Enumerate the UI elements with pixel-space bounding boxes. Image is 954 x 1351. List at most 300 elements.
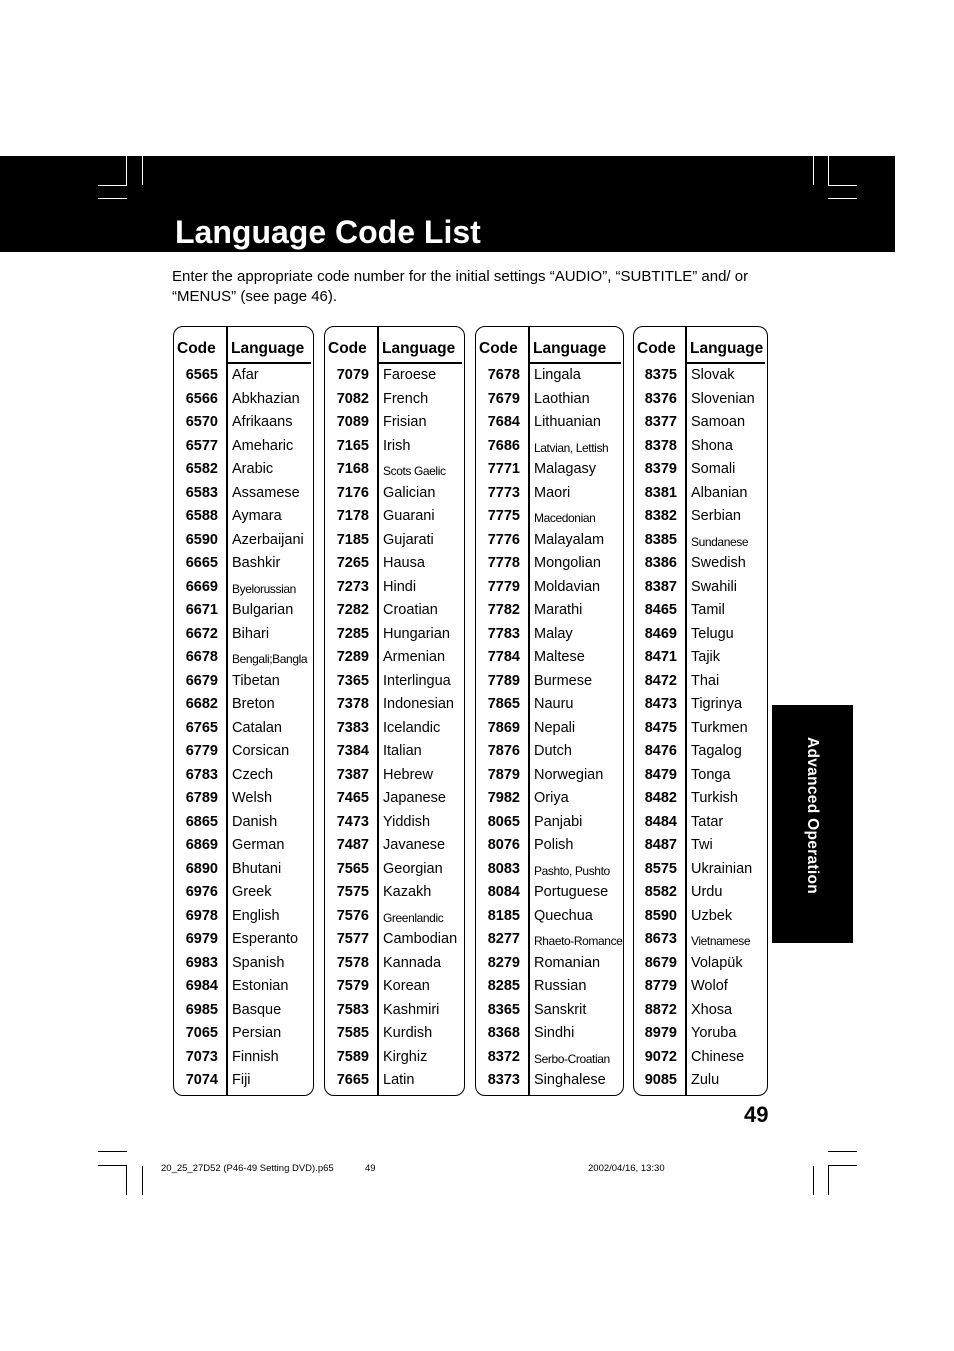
language-code: 9085 xyxy=(644,1072,677,1088)
language-header: Language xyxy=(382,340,456,357)
language-name: Basque xyxy=(232,1001,282,1018)
crop-mark xyxy=(98,185,127,186)
language-name: Burmese xyxy=(534,672,593,689)
code-header: Code xyxy=(328,340,367,357)
language-code: 7678 xyxy=(487,367,520,383)
language-name: Kannada xyxy=(383,954,442,971)
language-name: Romanian xyxy=(534,954,601,971)
language-name: Greenlandic xyxy=(383,910,444,925)
language-code: 7782 xyxy=(487,602,520,618)
table-body xyxy=(325,363,464,1092)
language-code: 7876 xyxy=(487,743,520,759)
crop-mark xyxy=(828,156,829,185)
table-row xyxy=(476,951,623,975)
table-row xyxy=(174,763,313,787)
table-row xyxy=(174,481,313,505)
language-code: 8084 xyxy=(487,884,520,900)
table-row xyxy=(476,551,623,575)
table-row xyxy=(325,481,464,505)
table-row xyxy=(476,880,623,904)
language-code: 9072 xyxy=(644,1048,677,1065)
table-row xyxy=(174,410,313,434)
language-name: Wolof xyxy=(691,978,728,994)
language-code: 7775 xyxy=(487,508,520,524)
language-code: 7879 xyxy=(487,766,520,783)
language-code: 6669 xyxy=(185,578,218,595)
language-code: 8372 xyxy=(487,1048,520,1065)
language-code: 7265 xyxy=(336,555,369,571)
language-code: 8469 xyxy=(644,625,677,642)
table-row xyxy=(325,998,464,1022)
table-row xyxy=(325,786,464,810)
code-table xyxy=(475,326,624,1096)
language-name: Quechua xyxy=(534,907,593,924)
language-code: 8285 xyxy=(487,978,520,994)
language-code: 8377 xyxy=(644,414,677,430)
table-row xyxy=(325,927,464,951)
language-name: Maltese xyxy=(534,649,585,665)
language-code: 6783 xyxy=(185,766,218,783)
language-name: Catalan xyxy=(232,719,282,736)
table-row xyxy=(325,434,464,458)
language-name: Dutch xyxy=(534,743,572,759)
language-name: Bashkir xyxy=(232,555,281,571)
table-row xyxy=(174,833,313,857)
language-name: Turkmen xyxy=(691,719,748,736)
language-code: 8076 xyxy=(487,837,520,853)
table-row xyxy=(634,833,767,857)
language-name: Lithuanian xyxy=(534,414,601,430)
table-row xyxy=(325,669,464,693)
table-row xyxy=(476,504,623,528)
language-name: Danish xyxy=(232,813,278,830)
table-row xyxy=(476,716,623,740)
table-row xyxy=(634,739,767,763)
language-name: Serbian xyxy=(691,508,741,524)
table-row xyxy=(174,810,313,834)
table-row xyxy=(174,622,313,646)
table-row xyxy=(476,645,623,669)
language-code: 7577 xyxy=(336,931,369,947)
language-code: 7684 xyxy=(487,414,520,430)
table-row xyxy=(634,434,767,458)
crop-mark xyxy=(98,1151,127,1152)
table-row xyxy=(634,810,767,834)
language-name: Tigrinya xyxy=(691,696,743,712)
table-row xyxy=(174,528,313,552)
language-code: 7185 xyxy=(336,531,369,548)
language-name: Fiji xyxy=(232,1072,251,1088)
language-name: Korean xyxy=(383,978,430,994)
table-row xyxy=(476,1045,623,1069)
language-code: 7589 xyxy=(336,1048,369,1065)
table-row xyxy=(174,504,313,528)
table-row xyxy=(476,1021,623,1045)
language-name: Afar xyxy=(232,367,259,383)
crop-mark xyxy=(828,1166,829,1195)
language-name: Pashto, Pushto xyxy=(534,863,610,878)
language-name: German xyxy=(232,837,285,853)
language-code: 8484 xyxy=(644,813,677,830)
table-row xyxy=(325,904,464,928)
language-name: Kurdish xyxy=(383,1025,433,1041)
crop-mark xyxy=(813,156,814,185)
language-name: Malay xyxy=(534,625,573,642)
table-row xyxy=(634,904,767,928)
language-code: 7285 xyxy=(336,625,369,642)
table-row xyxy=(476,1068,623,1092)
language-name: Slovak xyxy=(691,367,735,383)
table-row xyxy=(476,410,623,434)
language-name: Thai xyxy=(691,672,720,689)
language-code: 6983 xyxy=(185,954,218,971)
language-name: Tajik xyxy=(691,649,721,665)
language-code: 8376 xyxy=(644,390,677,407)
table-row xyxy=(325,504,464,528)
crop-mark xyxy=(828,198,857,199)
table-row xyxy=(174,998,313,1022)
language-name: Tagalog xyxy=(691,743,742,759)
code-table xyxy=(633,326,768,1096)
language-name: Sanskrit xyxy=(534,1001,587,1018)
language-name: Rhaeto-Romance xyxy=(534,934,623,948)
crop-mark xyxy=(98,1165,127,1166)
table-row xyxy=(174,387,313,411)
language-code: 6671 xyxy=(185,602,218,618)
table-row xyxy=(476,763,623,787)
table-body xyxy=(174,363,313,1092)
language-name: Shona xyxy=(691,437,733,454)
language-name: Malayalam xyxy=(534,531,605,548)
language-name: Interlingua xyxy=(383,672,451,689)
side-tab-label: Advanced Operation xyxy=(804,737,821,894)
table-row xyxy=(634,551,767,575)
code-table xyxy=(324,326,465,1096)
table-row xyxy=(325,880,464,904)
table-row xyxy=(476,669,623,693)
intro-text: Enter the appropriate code number for the initial settings “AUDIO”, “SUBTITLE” and/ or “MENUS” (see page 46). xyxy=(172,268,749,305)
table-row xyxy=(325,951,464,975)
table-row xyxy=(476,434,623,458)
table-row xyxy=(174,739,313,763)
language-name: Ukrainian xyxy=(691,860,753,877)
language-name: Byelorussian xyxy=(232,581,296,596)
table-row xyxy=(476,481,623,505)
language-name: Scots Gaelic xyxy=(383,464,446,478)
language-code: 7776 xyxy=(487,531,520,548)
language-name: Estonian xyxy=(232,978,289,994)
table-row xyxy=(325,763,464,787)
crop-mark xyxy=(142,156,143,185)
table-row xyxy=(476,598,623,622)
table-row xyxy=(476,998,623,1022)
table-row xyxy=(174,974,313,998)
table-row xyxy=(174,786,313,810)
language-code: 7487 xyxy=(336,837,369,853)
language-name: Mongolian xyxy=(534,555,601,571)
language-name: Portuguese xyxy=(534,884,609,900)
language-code: 8465 xyxy=(644,602,677,618)
table-row xyxy=(325,598,464,622)
language-name: Uzbek xyxy=(691,907,733,924)
language-code: 7273 xyxy=(336,578,369,595)
language-code: 7665 xyxy=(336,1072,369,1088)
language-name: Latin xyxy=(383,1072,415,1088)
table-row xyxy=(476,528,623,552)
table-row xyxy=(325,410,464,434)
language-code: 7089 xyxy=(336,414,369,430)
language-name: Czech xyxy=(232,766,274,783)
language-code: 8373 xyxy=(487,1072,520,1088)
language-code: 8479 xyxy=(644,766,677,783)
table-row xyxy=(634,410,767,434)
table-row xyxy=(634,974,767,998)
table-row xyxy=(325,857,464,881)
language-name: Twi xyxy=(691,837,713,853)
table-row xyxy=(174,575,313,599)
language-code: 7082 xyxy=(336,390,369,407)
language-code: 7686 xyxy=(487,437,520,454)
language-code: 8386 xyxy=(644,555,677,571)
language-name: Arabic xyxy=(232,461,274,477)
table-row xyxy=(174,645,313,669)
language-name: Marathi xyxy=(534,602,583,618)
language-name: Albanian xyxy=(691,484,748,501)
language-code: 7473 xyxy=(336,813,369,830)
language-name: French xyxy=(383,390,429,407)
table-row xyxy=(174,434,313,458)
table-row xyxy=(476,692,623,716)
language-code: 7378 xyxy=(336,696,369,712)
table-row xyxy=(325,528,464,552)
crop-mark xyxy=(828,1151,857,1152)
language-code: 6570 xyxy=(185,414,218,430)
language-name: Afrikaans xyxy=(232,414,293,430)
table-row xyxy=(325,575,464,599)
language-code: 8673 xyxy=(644,931,677,947)
table-row xyxy=(174,904,313,928)
language-code: 6665 xyxy=(185,555,218,571)
language-code: 6789 xyxy=(185,790,218,806)
language-code: 7079 xyxy=(336,367,369,383)
table-row xyxy=(174,598,313,622)
table-row xyxy=(476,387,623,411)
language-code: 8679 xyxy=(644,954,677,971)
language-name: Laothian xyxy=(534,390,590,407)
crop-mark xyxy=(126,156,127,185)
table-row xyxy=(634,528,767,552)
language-code: 7073 xyxy=(185,1048,218,1065)
table-row xyxy=(476,810,623,834)
language-code: 8382 xyxy=(644,508,677,524)
language-code: 8575 xyxy=(644,860,677,877)
language-name: Moldavian xyxy=(534,578,601,595)
table-row xyxy=(634,880,767,904)
table-row xyxy=(174,1045,313,1069)
page-number: 49 xyxy=(744,1102,769,1127)
table-row xyxy=(174,880,313,904)
language-name: Cambodian xyxy=(383,931,458,947)
language-name: Hungarian xyxy=(383,625,450,642)
language-code: 7165 xyxy=(336,437,369,454)
language-name: Samoan xyxy=(691,414,746,430)
language-name: Macedonian xyxy=(534,511,596,525)
table-row xyxy=(634,786,767,810)
table-row xyxy=(476,904,623,928)
language-name: Singhalese xyxy=(534,1072,606,1088)
language-name: Ameharic xyxy=(232,437,294,454)
table-row xyxy=(634,716,767,740)
language-name: English xyxy=(232,907,280,924)
table-row xyxy=(634,481,767,505)
language-name: Georgian xyxy=(383,860,443,877)
table-row xyxy=(174,1068,313,1092)
table-row xyxy=(634,692,767,716)
language-code: 7176 xyxy=(336,484,369,501)
language-name: Zulu xyxy=(691,1072,720,1088)
crop-mark xyxy=(98,198,127,199)
language-name: Kazakh xyxy=(383,884,432,900)
table-row xyxy=(476,786,623,810)
language-header: Language xyxy=(690,340,764,357)
language-code: 7178 xyxy=(336,508,369,524)
language-code: 6890 xyxy=(185,860,218,877)
table-row xyxy=(476,739,623,763)
language-code: 6577 xyxy=(185,437,218,454)
language-code: 8279 xyxy=(487,954,520,971)
table-row xyxy=(325,622,464,646)
crop-mark xyxy=(828,1165,857,1166)
table-row xyxy=(325,551,464,575)
language-code: 8083 xyxy=(487,860,520,877)
table-row xyxy=(634,857,767,881)
language-name: Xhosa xyxy=(691,1001,733,1018)
language-name: Nepali xyxy=(534,719,576,736)
language-name: Lingala xyxy=(534,367,581,383)
language-code: 7565 xyxy=(336,860,369,877)
language-name: Greek xyxy=(232,884,272,900)
language-code: 7583 xyxy=(336,1001,369,1018)
table-row xyxy=(174,363,313,387)
language-name: Japanese xyxy=(383,790,446,806)
table-row xyxy=(634,669,767,693)
table-row xyxy=(325,810,464,834)
language-code: 6588 xyxy=(185,508,218,524)
table-row xyxy=(634,1045,767,1069)
language-code: 8375 xyxy=(644,367,677,383)
language-code: 7784 xyxy=(487,649,520,665)
language-name: Volapük xyxy=(691,954,743,971)
language-header: Language xyxy=(231,340,305,357)
table-row xyxy=(476,622,623,646)
language-code: 8387 xyxy=(644,578,677,595)
language-name: Norwegian xyxy=(534,766,604,783)
language-code: 8582 xyxy=(644,884,677,900)
table-row xyxy=(634,387,767,411)
language-name: Oriya xyxy=(534,790,569,806)
language-code: 7789 xyxy=(487,672,520,689)
table-row xyxy=(634,645,767,669)
language-name: Vietnamese xyxy=(691,934,751,948)
language-name: Azerbaijani xyxy=(232,531,304,548)
language-name: Galician xyxy=(383,484,436,501)
code-header: Code xyxy=(177,340,216,357)
table-row xyxy=(634,951,767,975)
footer-page: 49 xyxy=(365,1163,376,1174)
language-code: 7982 xyxy=(487,790,520,806)
table-row xyxy=(325,457,464,481)
table-row xyxy=(174,857,313,881)
table-row xyxy=(476,457,623,481)
language-code: 6976 xyxy=(185,884,218,900)
language-code: 7282 xyxy=(336,602,369,618)
language-code: 8979 xyxy=(644,1025,677,1041)
code-table xyxy=(173,326,314,1096)
page-title: Language Code List xyxy=(175,214,481,250)
language-code: 7074 xyxy=(185,1072,218,1088)
language-name: Telugu xyxy=(691,625,734,642)
language-code: 7869 xyxy=(487,719,520,736)
table-row xyxy=(174,669,313,693)
language-code: 7465 xyxy=(336,790,369,806)
language-name: Turkish xyxy=(691,790,738,806)
language-code: 8379 xyxy=(644,461,677,477)
crop-mark xyxy=(828,185,857,186)
table-row xyxy=(325,716,464,740)
table-row xyxy=(174,551,313,575)
language-name: Panjabi xyxy=(534,813,583,830)
language-name: Icelandic xyxy=(383,719,441,736)
language-name: Gujarati xyxy=(383,531,434,548)
footer-file: 20_25_27D52 (P46-49 Setting DVD).p65 xyxy=(161,1163,334,1174)
language-code: 8381 xyxy=(644,484,677,501)
language-name: Kashmiri xyxy=(383,1001,440,1018)
language-name: Finnish xyxy=(232,1048,279,1065)
language-code: 8368 xyxy=(487,1025,520,1041)
language-name: Urdu xyxy=(691,884,723,900)
language-name: Tatar xyxy=(691,813,724,830)
table-row xyxy=(634,598,767,622)
language-code: 6583 xyxy=(185,484,218,501)
language-name: Italian xyxy=(383,743,422,759)
language-name: Russian xyxy=(534,978,587,994)
table-row xyxy=(174,716,313,740)
table-row xyxy=(325,1045,464,1069)
language-header: Language xyxy=(533,340,607,357)
language-code: 6865 xyxy=(185,813,218,830)
language-name: Maori xyxy=(534,484,571,501)
language-code: 7576 xyxy=(336,907,369,924)
language-code: 7387 xyxy=(336,766,369,783)
code-header: Code xyxy=(479,340,518,357)
table-row xyxy=(325,645,464,669)
language-name: Malagasy xyxy=(534,461,597,477)
language-code: 6765 xyxy=(185,719,218,736)
footer-timestamp: 2002/04/16, 13:30 xyxy=(588,1163,665,1174)
language-code: 6678 xyxy=(185,649,218,665)
table-row xyxy=(634,622,767,646)
table-row xyxy=(325,1021,464,1045)
language-name: Bengali;Bangla xyxy=(232,652,308,666)
language-code: 8365 xyxy=(487,1001,520,1018)
language-name: Frisian xyxy=(383,414,427,430)
language-name: Yiddish xyxy=(383,813,431,830)
language-code: 7773 xyxy=(487,484,520,501)
language-code: 7679 xyxy=(487,390,520,407)
table-row xyxy=(476,363,623,387)
table-row xyxy=(476,927,623,951)
language-code: 6984 xyxy=(185,978,218,994)
